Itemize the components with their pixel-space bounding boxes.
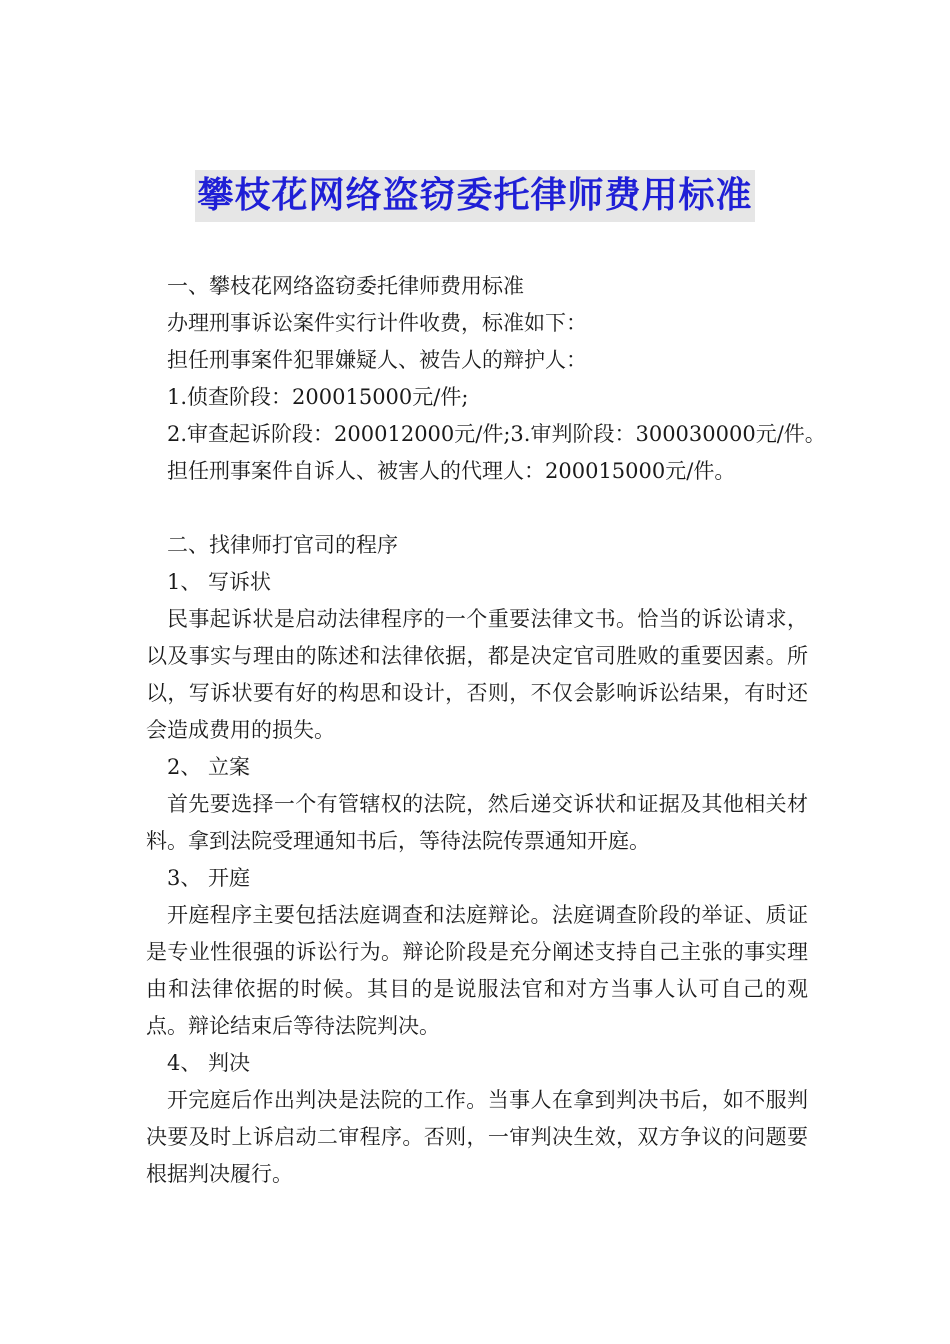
section1-line: 担任刑事案件犯罪嫌疑人、被告人的辩护人：: [167, 348, 587, 372]
section1-line: 担任刑事案件自诉人、被害人的代理人：200015000元/件。: [167, 459, 736, 483]
step-paragraph: 开完庭后作出判决是法院的工作。当事人在拿到判决书后，如不服判决要及时上诉启动二审程序。否则，一审判决生效，双方争议的问题要根据判决履行。: [146, 1088, 808, 1186]
step-label: 3、 开庭: [167, 866, 251, 890]
section1-heading: 一、攀枝花网络盗窃委托律师费用标准: [167, 274, 524, 298]
document-title: 攀枝花网络盗窃委托律师费用标准: [195, 170, 754, 222]
section1-line: 2.审查起诉阶段：200012000元/件;3.审判阶段：300030000元/件。: [167, 422, 826, 446]
step-paragraph: 首先要选择一个有管辖权的法院，然后递交诉状和证据及其他相关材料。拿到法院受理通知书后，等待法院传票通知开庭。: [146, 792, 808, 853]
document-body: [146, 268, 826, 1193]
section2-heading: 二、找律师打官司的程序: [167, 533, 398, 557]
blank-line: [146, 490, 808, 527]
section1-line: 办理刑事诉讼案件实行计件收费，标准如下：: [167, 311, 587, 335]
step-label: 4、 判决: [167, 1051, 251, 1075]
title-container: [0, 170, 950, 222]
section1-line: 1.侦查阶段：200015000元/件;: [167, 385, 469, 409]
step-label: 1、 写诉状: [167, 570, 272, 594]
step-label: 2、 立案: [167, 755, 251, 779]
step-paragraph: 开庭程序主要包括法庭调查和法庭辩论。法庭调查阶段的举证、质证是专业性很强的诉讼行为。辩论阶段是充分阐述支持自己主张的事实理由和法律依据的时候。其目的是说服法官和对方当事人认可自己的观点。辩论结束后等待法院判决。: [146, 903, 808, 1038]
step-paragraph: 民事起诉状是启动法律程序的一个重要法律文书。恰当的诉讼请求，以及事实与理由的陈述和法律依据，都是决定官司胜败的重要因素。所以，写诉状要有好的构思和设计，否则，不仅会影响诉讼结果，有时还会造成费用的损失。: [146, 607, 808, 742]
